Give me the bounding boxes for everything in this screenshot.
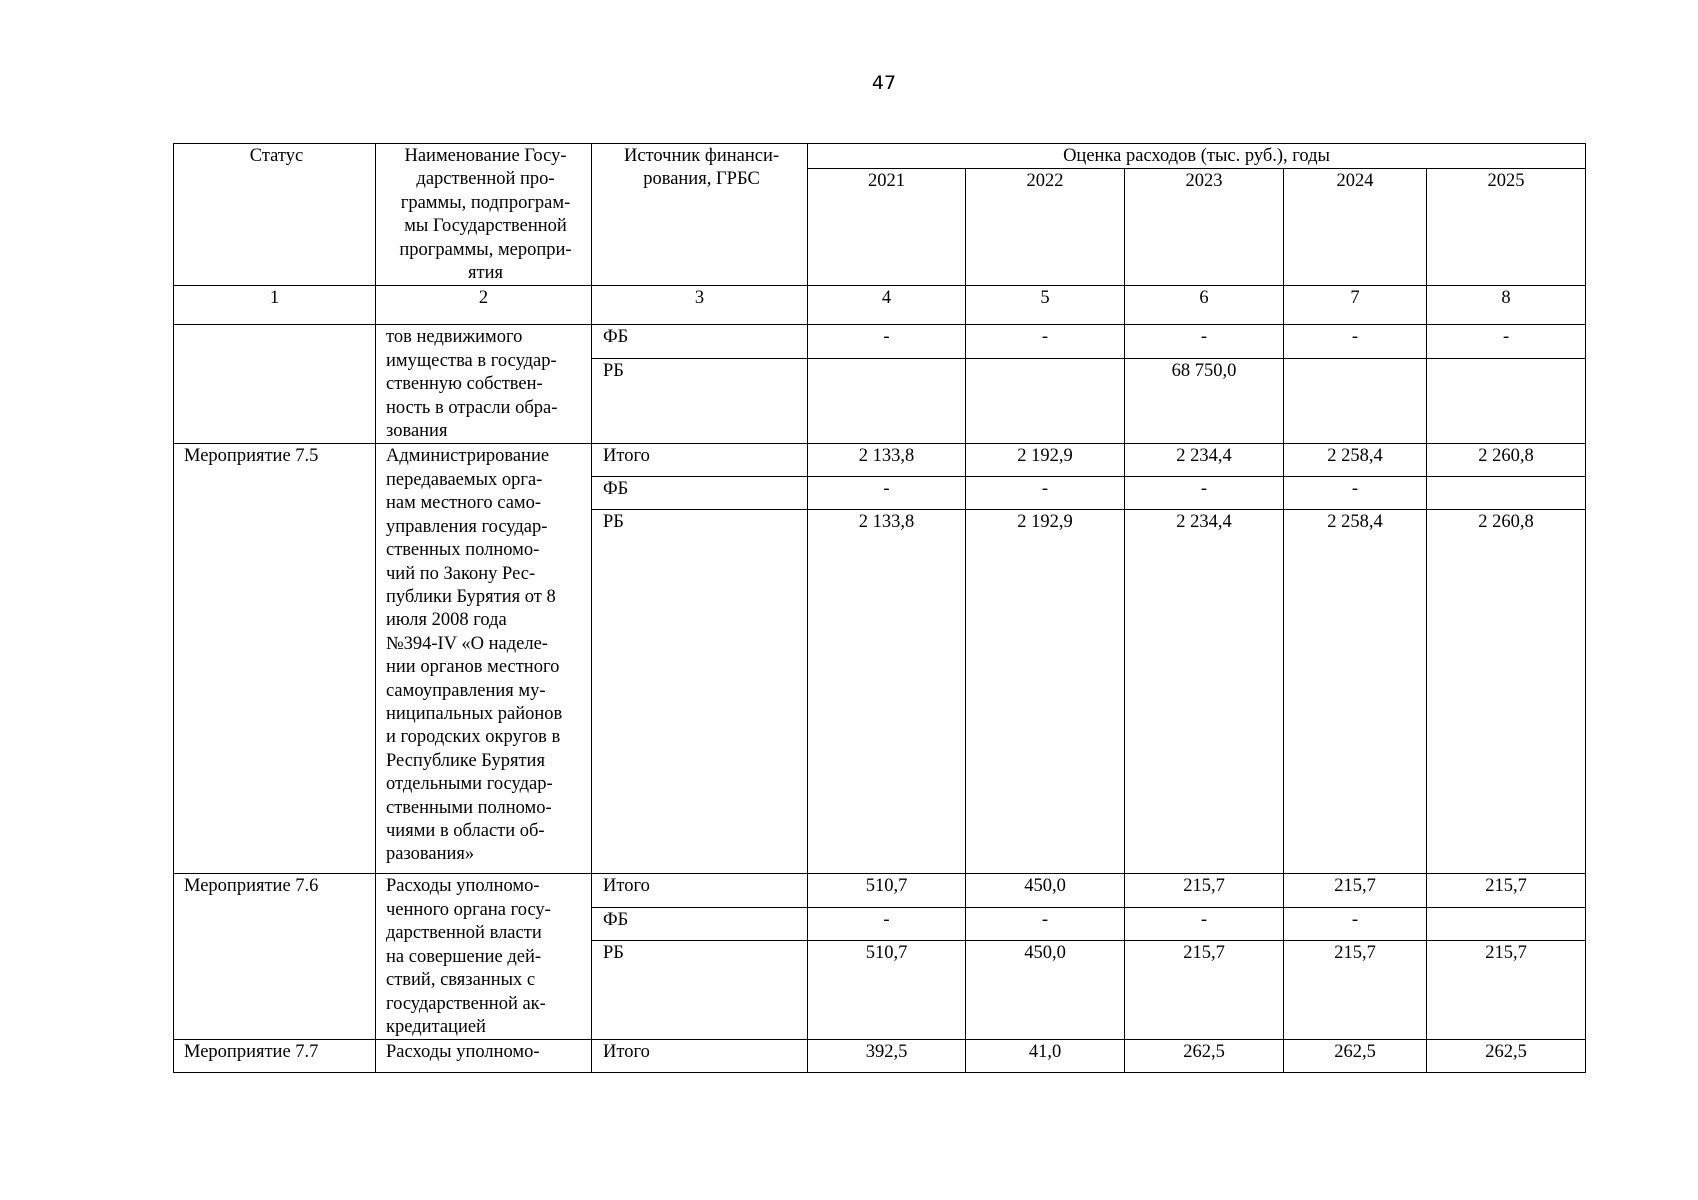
column-number: 4 [808,286,966,325]
value-cell: 392,5 [808,1040,966,1073]
status-cell: Мероприятие 7.7 [174,1040,376,1073]
funding-source-cell: РБ [592,940,808,1040]
funding-source-cell: ФБ [592,907,808,940]
header-year: 2025 [1427,169,1586,286]
status-cell [174,325,376,444]
value-cell: 41,0 [966,1040,1125,1073]
value-cell: 510,7 [808,940,966,1040]
value-cell: - [966,325,1125,358]
header-year: 2021 [808,169,966,286]
funding-source-cell: Итого [592,1040,808,1073]
value-cell: - [1284,907,1427,940]
value-cell: 2 234,4 [1125,510,1284,874]
value-cell [1427,358,1586,444]
value-cell: 450,0 [966,940,1125,1040]
value-cell: 2 133,8 [808,444,966,477]
value-cell [966,358,1125,444]
value-cell: 215,7 [1125,874,1284,907]
value-cell: 215,7 [1427,940,1586,1040]
column-number: 2 [376,286,592,325]
header-status: Статус [174,144,376,286]
value-cell: - [808,907,966,940]
value-cell: 262,5 [1284,1040,1427,1073]
funding-source-cell: ФБ [592,325,808,358]
header-year: 2022 [966,169,1125,286]
value-cell: - [1125,907,1284,940]
value-cell: 215,7 [1284,940,1427,1040]
value-cell: 2 192,9 [966,444,1125,477]
value-cell: 262,5 [1125,1040,1284,1073]
value-cell: 2 133,8 [808,510,966,874]
funding-source-cell: РБ [592,358,808,444]
value-cell: 2 260,8 [1427,510,1586,874]
funding-source-cell: РБ [592,510,808,874]
funding-source-cell: Итого [592,874,808,907]
column-number: 8 [1427,286,1586,325]
funding-source-cell: Итого [592,444,808,477]
value-cell: - [1125,477,1284,510]
table-row [174,874,1586,907]
header-funding-source: Источник финанси- рования, ГРБС [592,144,808,286]
column-number: 5 [966,286,1125,325]
header-year: 2024 [1284,169,1427,286]
value-cell: - [1284,477,1427,510]
value-cell: 215,7 [1427,874,1586,907]
value-cell: - [1125,325,1284,358]
status-cell: Мероприятие 7.5 [174,444,376,874]
status-cell: Мероприятие 7.6 [174,874,376,1040]
program-name-cell: Расходы уполномо- ченного органа госу- дарственной власти на совершение дей- ствий, связанных с государственной ак- кредитацией [376,874,592,1040]
table-row [174,1040,1586,1073]
value-cell [1427,477,1586,510]
column-number: 7 [1284,286,1427,325]
column-number: 1 [174,286,376,325]
funding-source-cell: ФБ [592,477,808,510]
value-cell [1284,358,1427,444]
header-year: 2023 [1125,169,1284,286]
table-row [174,325,1586,358]
value-cell [1427,907,1586,940]
value-cell: 2 258,4 [1284,510,1427,874]
expenses-table [173,143,1586,1073]
table-row [174,444,1586,477]
column-number: 6 [1125,286,1284,325]
value-cell: 68 750,0 [1125,358,1284,444]
header-expenses-estimate: Оценка расходов (тыс. руб.), годы [808,144,1586,169]
value-cell: 215,7 [1284,874,1427,907]
value-cell: 2 258,4 [1284,444,1427,477]
column-number: 3 [592,286,808,325]
value-cell: 450,0 [966,874,1125,907]
value-cell: - [966,907,1125,940]
value-cell: 2 192,9 [966,510,1125,874]
program-name-cell: тов недвижимого имущества в государ- ственную собствен- ность в отрасли обра- зования [376,325,592,444]
value-cell: - [1427,325,1586,358]
value-cell: 510,7 [808,874,966,907]
value-cell: 2 234,4 [1125,444,1284,477]
page-number: 47 [871,72,897,94]
value-cell: - [808,325,966,358]
value-cell: 2 260,8 [1427,444,1586,477]
header-program-name: Наименование Госу- дарственной про- граммы, подпрограм- мы Государственной программы, меропри- ятия [376,144,592,286]
program-name-cell: Расходы уполномо- [376,1040,592,1073]
value-cell: - [966,477,1125,510]
value-cell [808,358,966,444]
value-cell: - [1284,325,1427,358]
value-cell: 262,5 [1427,1040,1586,1073]
value-cell: 215,7 [1125,940,1284,1040]
value-cell: - [808,477,966,510]
program-name-cell: Администрирование передаваемых орга- нам местного само- управления государ- ственных полномо- чий по Закону Рес- публики Бурятия от 8 июля 2008 года №394-IV «О наделе- нии органов местного самоуправления му- ниципальных районов и городских округов в Республике Бурятия отдельными государ- ственными полномо- чиями в области об- разования» [376,444,592,874]
